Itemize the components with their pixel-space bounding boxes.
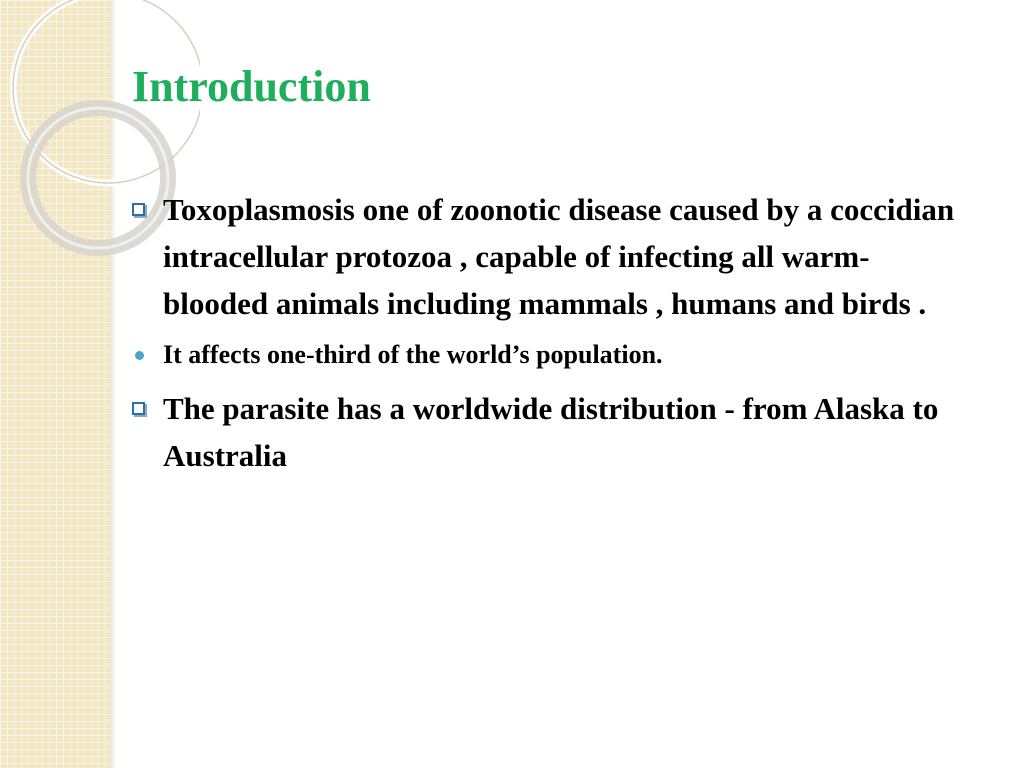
bullet-text: The parasite has a worldwide distribution - from Alaska to Australia bbox=[163, 391, 939, 473]
bullet-item-toxoplasmosis bbox=[132, 186, 962, 327]
dot-bullet-icon bbox=[135, 351, 144, 360]
bullet-text: Toxoplasmosis one of zoonotic disease caused by a coccidian intracellular protozoa , capable of infecting all warm-blooded animals including mammals , humans and birds . bbox=[163, 192, 955, 321]
slide-title: Introduction bbox=[132, 62, 371, 111]
bullet-text: It affects one-third of the world’s population. bbox=[163, 340, 663, 369]
bullet-item-population bbox=[132, 337, 962, 373]
square-bullet-icon bbox=[132, 402, 145, 415]
bullet-item-distribution bbox=[132, 385, 962, 479]
square-bullet-icon bbox=[132, 203, 145, 216]
bullet-list bbox=[132, 186, 962, 479]
